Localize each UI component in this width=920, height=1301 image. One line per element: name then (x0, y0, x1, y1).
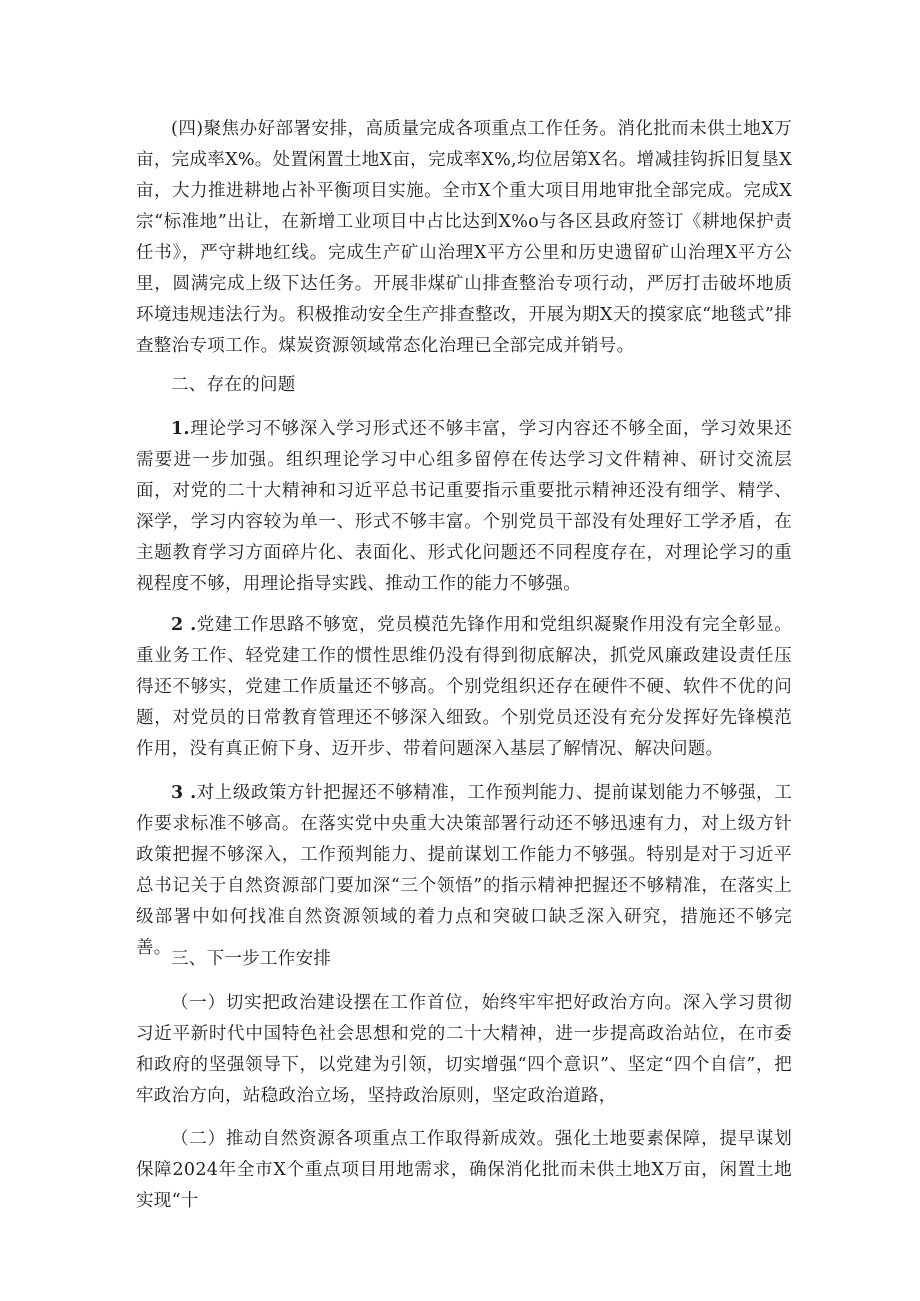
problem-1-number: 1. (171, 419, 190, 439)
section-four-text: (四)聚焦办好部署安排，高质量完成各项重点工作任务。消化批而未供土地X万亩，完成率X%。处置闲置土地X亩，完成率X%,均位居第X名。增减挂钩拆旧复垦X亩，大力推进耕地占补平衡项目实施。全市X个重大项目用地审批全部完成。完成X宗“标准地”出让，在新增工业项目中占比达到X%o与各区县政府签订《耕地保护责任书》，严守耕地红线。完成生产矿山治理X平方公里和历史遗留矿山治理X平方公里，圆满完成上级下达任务。开展非煤矿山排查整治专项行动，严厉打击破坏地质环境违规违法行为。积极推动安全生产排查整改，开展为期X天的摸家底“地毯式”排查整治专项工作。煤炭资源领域常态化治理已全部完成并销号。 (136, 119, 792, 356)
heading-next-steps: 三、下一步工作安排 (171, 949, 332, 969)
plan-2-text: （二）推动自然资源各项重点工作取得新成效。强化土地要素保障，提早谋划保障2024年全市X个重点项目用地需求，确保消化批而未供土地X万亩，闲置土地实现“十 (136, 1129, 792, 1211)
plan-2-paragraph (136, 1124, 792, 1217)
problem-1-paragraph (136, 414, 792, 600)
problem-2-number: 2 . (171, 615, 197, 635)
problem-3-text: 对上级政策方针把握还不够精准，工作预判能力、提前谋划能力不够强，工作要求标准不够高。在落实党中央重大决策部署行动还不够迅速有力，对上级方针政策把握不够深入，工作预判能力、提前谋划工作能力不够强。特别是对于习近平总书记关于自然资源部门要加深“三个领悟”的指示精神把握还不够精准，在落实上级部署中如何找准自然资源领域的着力点和突破口缺乏深入研究，措施还不够完善。 (136, 783, 792, 958)
problem-3-paragraph (136, 778, 792, 964)
plan-1-paragraph (136, 988, 792, 1112)
problem-1-text: 理论学习不够深入学习形式还不够丰富，学习内容还不够全面，学习效果还需要进一步加强。组织理论学习中心组多留停在传达学习文件精神、研讨交流层面，对党的二十大精神和习近平总书记重要指示重要批示精神还没有细学、精学、深学，学习内容较为单一、形式不够丰富。个别党员干部没有处理好工学矛盾，在主题教育学习方面碎片化、表面化、形式化问题还不同程度存在，对理论学习的重视程度不够，用理论指导实践、推动工作的能力不够强。 (136, 419, 792, 594)
problem-2-text: 党建工作思路不够宽，党员模范先锋作用和党组织凝聚作用没有完全彰显。重业务工作、轻党建工作的惯性思维仍没有得到彻底解决，抓党风廉政建设责任压得还不够实，党建工作质量还不够高。个别党组织还存在硬件不硬、软件不优的问题，对党员的日常教育管理还不够深入细致。个别党员还没有充分发挥好先锋模范作用，没有真正俯下身、迈开步、带着问题深入基层了解情况、解决问题。 (136, 615, 792, 759)
problem-3-number: 3 . (171, 783, 197, 803)
section-four-paragraph (136, 114, 792, 362)
heading-existing-problems: 二、存在的问题 (171, 375, 296, 395)
plan-1-text: （一）切实把政治建设摆在工作首位，始终牢牢把好政治方向。深入学习贯彻习近平新时代中国特色社会思想和党的二十大精神，进一步提高政治站位，在市委和政府的坚强领导下，以党建为引领，切实增强“四个意识”、坚定“四个自信”，把牢政治方向，站稳政治立场，坚持政治原则，坚定政治道路， (136, 993, 792, 1106)
problem-2-paragraph (136, 610, 792, 765)
